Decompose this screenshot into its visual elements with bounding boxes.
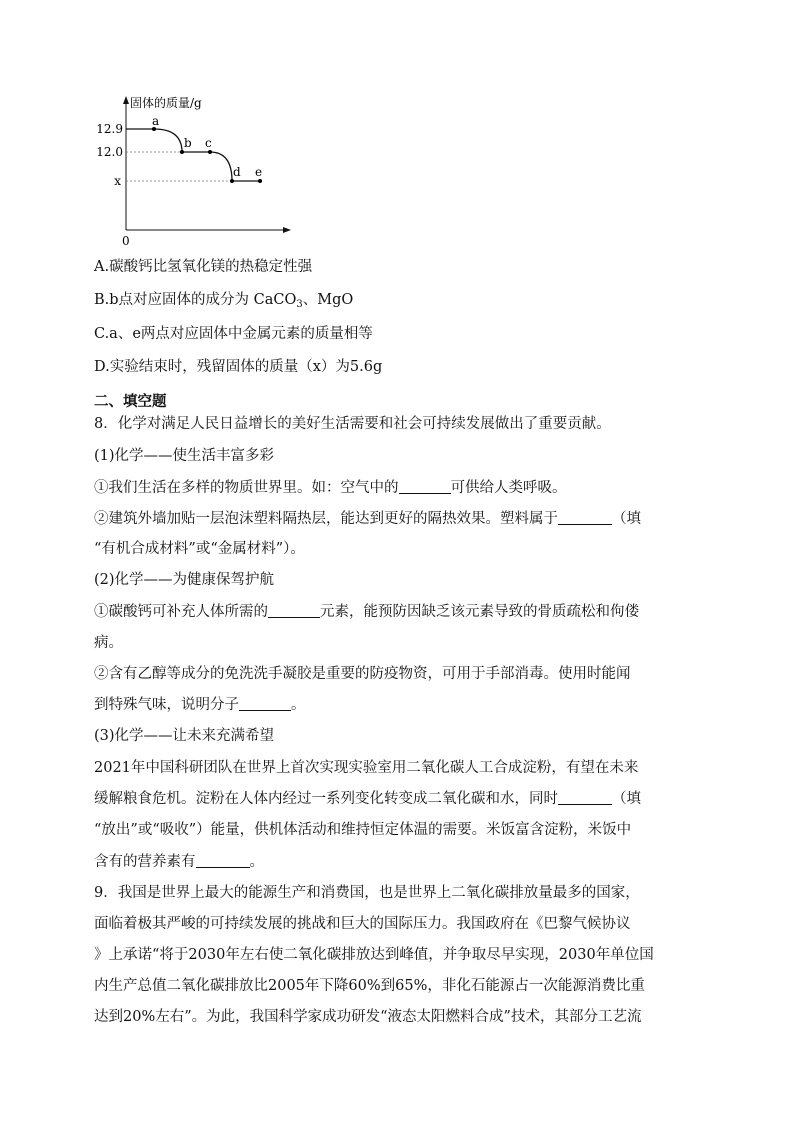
q8-part2-item2: ②含有乙醇等成分的免洗洗手凝胶是重要的防疫物资，可用于手部消毒。使用时能闻 bbox=[94, 666, 631, 682]
q8-part1-item1: ①我们生活在多样的物质世界里。如：空气中的 可供给人类呼吸。 bbox=[94, 480, 567, 496]
q8-part3-line1: 2021年中国科研团队在世界上首次实现实验室用二氧化碳人工合成淀粉，有望在未来 bbox=[94, 760, 639, 776]
option-b: B.b点对应固体的成分为 CaCO$_3$、MgO bbox=[94, 292, 354, 310]
q9-line5: 达到20%左右”。为此，我国科学家成功研发“液态太阳燃料合成”技术，其部分工艺流 bbox=[94, 1009, 642, 1025]
q8-part1-item2: ②建筑外墙加贴一层泡沫塑料隔热层，能达到更好的隔热效果。塑料属于 （填 bbox=[94, 511, 641, 527]
answer-blank-6[interactable] bbox=[196, 852, 250, 868]
point-label-e: e bbox=[255, 165, 263, 179]
q8-intro: 8．化学对满足人民日益增长的美好生活需要和社会可持续发展做出了重要贡献。 bbox=[94, 416, 611, 432]
section-title: 二、填空题 bbox=[94, 393, 167, 410]
mass-chart bbox=[92, 90, 292, 250]
q8-part3-line4: 含有的营养素有 。 bbox=[94, 854, 264, 870]
point-c bbox=[208, 150, 212, 154]
point-label-b: b bbox=[184, 136, 192, 150]
tick-label-12.0: 12.0 bbox=[96, 145, 123, 159]
q8-part3-line3: “放出”或“吸收”）能量，供机体活动和维持恒定体温的需要。米饭富含淀粉，米饭中 bbox=[94, 822, 632, 838]
point-label-c: c bbox=[205, 136, 212, 150]
q8-part1-title: (1)化学——使生活丰富多彩 bbox=[94, 448, 275, 464]
option-a: A.碳酸钙比氢氧化镁的热稳定性强 bbox=[94, 259, 313, 275]
chart-axes bbox=[123, 96, 291, 233]
guide-lines bbox=[126, 152, 232, 181]
q8-part2-item1: ①碳酸钙可补充人体所需的 元素，能预防因缺乏该元素导致的骨质疏松和佝偻 bbox=[94, 604, 639, 620]
answer-blank-4[interactable] bbox=[239, 695, 291, 711]
option-d: D.实验结束时，残留固体的质量（x）为5.6g bbox=[94, 359, 383, 375]
q8-part1-item2-cont: “有机合成材料”或“金属材料”）。 bbox=[94, 541, 305, 557]
q8-part3-title: (3)化学——让未来充满希望 bbox=[94, 728, 275, 744]
q8-part2-item1-cont: 病。 bbox=[94, 635, 123, 651]
option-c: C.a、e两点对应固体中金属元素的质量相等 bbox=[94, 326, 373, 342]
point-label-a: a bbox=[152, 114, 160, 128]
q9-line1: 9．我国是世界上最大的能源生产和消费国，也是世界上二氧化碳排放量最多的国家， bbox=[94, 885, 640, 901]
q8-part3-line2: 缓解粮食危机。淀粉在人体内经过一系列变化转变成二氧化碳和水，同时 （填 bbox=[94, 791, 641, 807]
answer-blank-3[interactable] bbox=[268, 602, 320, 618]
origin-label: 0 bbox=[122, 234, 130, 248]
tick-label-x: x bbox=[114, 174, 121, 188]
q9-line3: 》上承诺“将于2030年左右使二氧化碳排放达到峰值，并争取尽早实现，2030年单位国 bbox=[94, 947, 654, 963]
answer-blank-5[interactable] bbox=[558, 789, 612, 805]
mass-curve bbox=[126, 129, 262, 181]
y-axis-label: 固体的质量/g bbox=[130, 96, 202, 110]
q8-part2-title: (2)化学——为健康保驾护航 bbox=[94, 572, 275, 588]
point-e bbox=[258, 179, 262, 183]
answer-blank-2[interactable] bbox=[558, 509, 612, 525]
q9-line4: 内生产总值二氧化碳排放比2005年下降60%到65%，非化石能源占一次能源消费比重 bbox=[94, 978, 645, 994]
point-label-d: d bbox=[233, 165, 241, 179]
point-b bbox=[180, 150, 184, 154]
q8-part2-item2-cont: 到特殊气味，说明分子 。 bbox=[94, 697, 306, 713]
point-d bbox=[230, 179, 234, 183]
tick-label-12.9: 12.9 bbox=[96, 122, 123, 136]
answer-blank-1[interactable] bbox=[399, 478, 451, 494]
q9-line2: 面临着极其严峻的可持续发展的挑战和巨大的国际压力。我国政府在《巴黎气候协议 bbox=[94, 916, 631, 932]
